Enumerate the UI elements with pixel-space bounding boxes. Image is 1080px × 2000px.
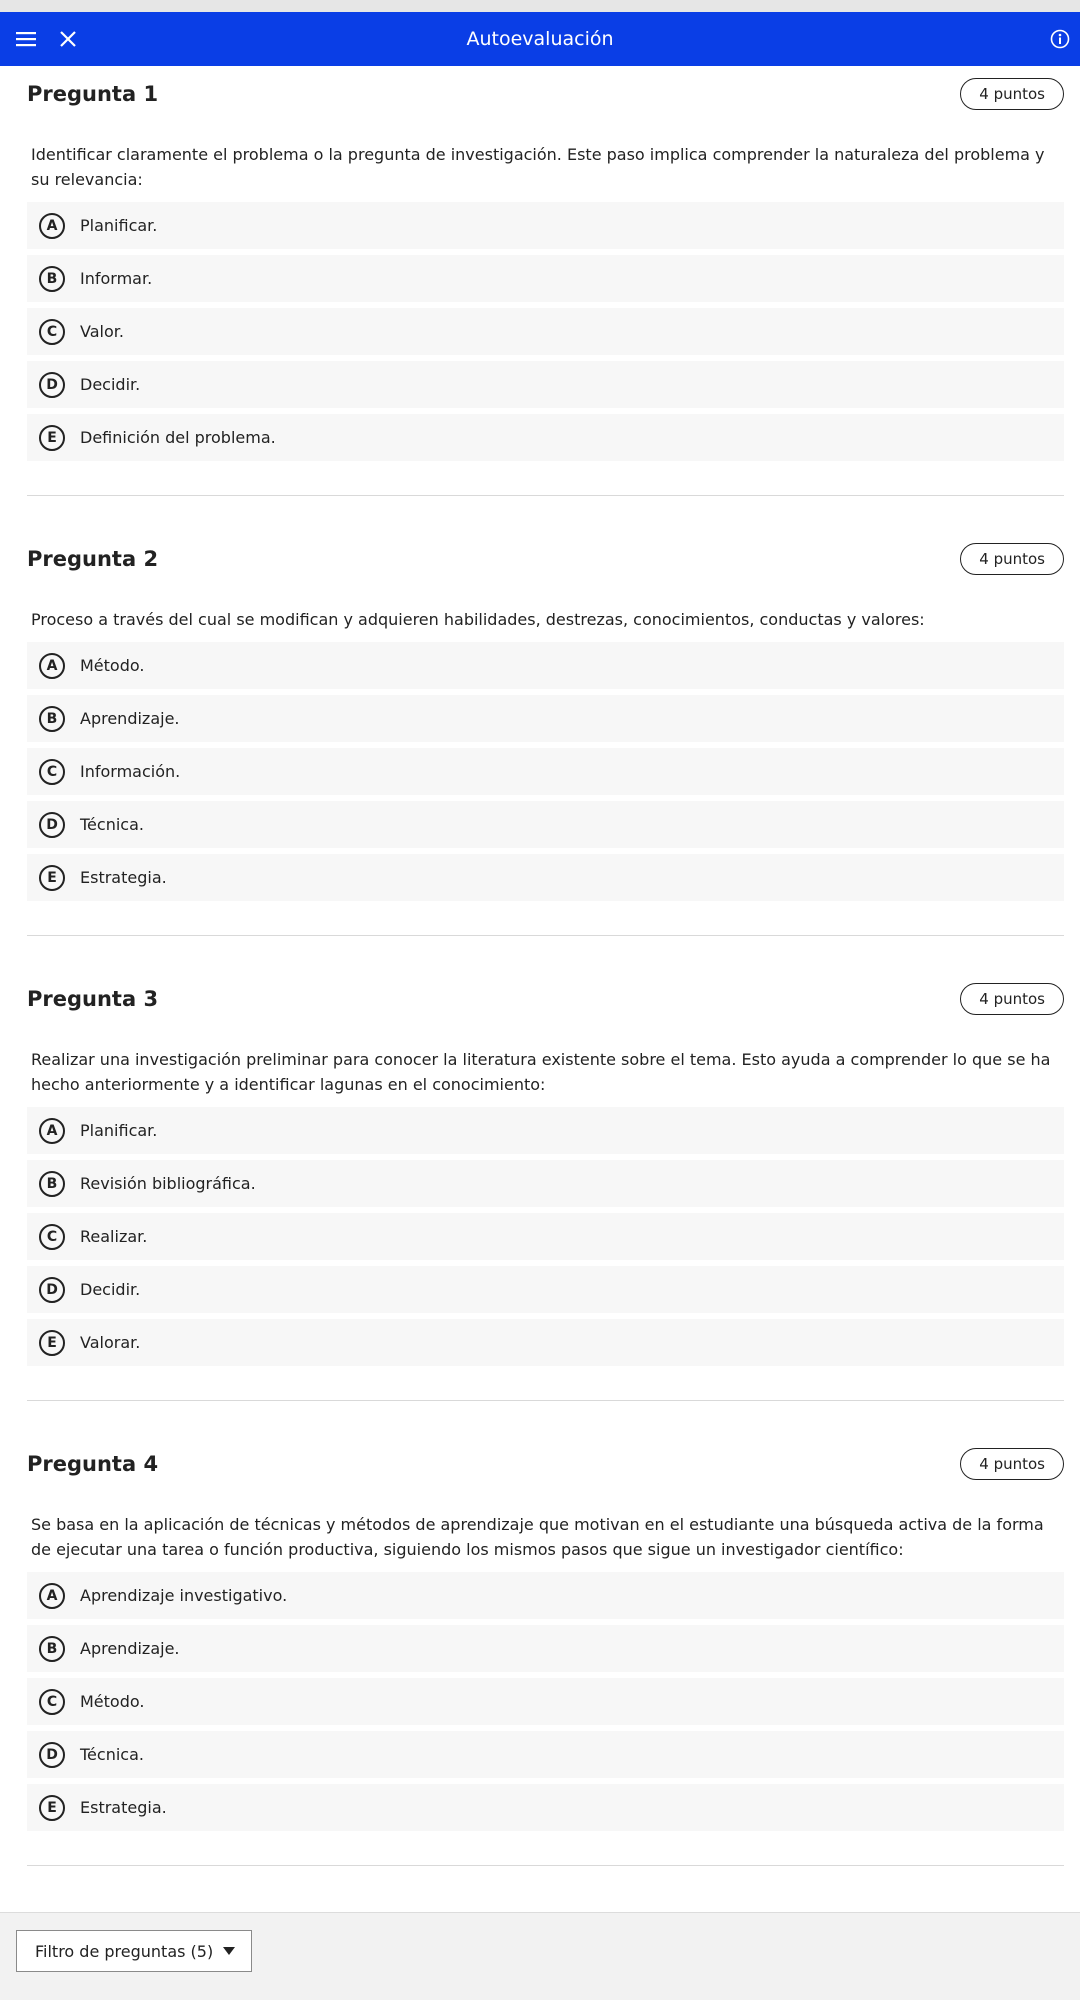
question-divider — [27, 495, 1064, 496]
option-b[interactable] — [27, 1625, 1064, 1672]
question-title: Pregunta 2 — [27, 547, 159, 571]
option-letter-badge: E — [39, 425, 65, 451]
info-button[interactable] — [1040, 12, 1080, 66]
option-label: Realizar. — [80, 1227, 148, 1246]
footer-bar — [0, 1912, 1080, 2000]
option-label: Estrategia. — [80, 868, 167, 887]
option-label: Estrategia. — [80, 1798, 167, 1817]
option-letter-badge: C — [39, 759, 65, 785]
option-label: Método. — [80, 656, 145, 675]
option-letter-badge: B — [39, 1636, 65, 1662]
page-title: Autoevaluación — [466, 28, 614, 50]
option-a[interactable] — [27, 1572, 1064, 1619]
question-divider — [27, 1400, 1064, 1401]
option-c[interactable] — [27, 1213, 1064, 1260]
option-label: Técnica. — [80, 1745, 144, 1764]
option-e[interactable] — [27, 1319, 1064, 1366]
option-label: Planificar. — [80, 216, 158, 235]
option-label: Valorar. — [80, 1333, 141, 1352]
question-divider — [27, 935, 1064, 936]
option-letter-badge: A — [39, 1583, 65, 1609]
option-letter-badge: A — [39, 1118, 65, 1144]
option-d[interactable] — [27, 1731, 1064, 1778]
option-label: Técnica. — [80, 815, 144, 834]
points-badge: 4 puntos — [960, 543, 1064, 575]
questions-list — [27, 66, 1064, 1872]
question-text: Realizar una investigación preliminar para conocer la literatura existente sobre el tema. Esto ayuda a comprender lo que se ha hecho anteriormente y a identificar lagunas en el conocimiento: — [31, 1050, 1051, 1094]
option-letter-badge: B — [39, 1171, 65, 1197]
question-filter-dropdown[interactable] — [16, 1930, 252, 1972]
option-letter-badge: C — [39, 1689, 65, 1715]
question-text: Se basa en la aplicación de técnicas y métodos de aprendizaje que motivan en el estudiante una búsqueda activa de la forma de ejecutar una tarea o función productiva, siguiendo los mismos pasos que sigue un investigador científico: — [31, 1515, 1044, 1559]
option-letter-badge: D — [39, 812, 65, 838]
option-e[interactable] — [27, 1784, 1064, 1831]
points-badge: 4 puntos — [960, 983, 1064, 1015]
option-label: Aprendizaje. — [80, 709, 180, 728]
option-letter-badge: D — [39, 1277, 65, 1303]
option-letter-badge: C — [39, 319, 65, 345]
question-title: Pregunta 1 — [27, 82, 159, 106]
caret-down-icon — [223, 1947, 235, 1955]
option-c[interactable] — [27, 748, 1064, 795]
option-e[interactable] — [27, 414, 1064, 461]
option-label: Información. — [80, 762, 181, 781]
option-label: Informar. — [80, 269, 153, 288]
option-letter-badge: D — [39, 372, 65, 398]
option-label: Revisión bibliográfica. — [80, 1174, 256, 1193]
question-title: Pregunta 3 — [27, 987, 159, 1011]
option-label: Planificar. — [80, 1121, 158, 1140]
option-letter-badge: C — [39, 1224, 65, 1250]
option-label: Decidir. — [80, 375, 141, 394]
question-title: Pregunta 4 — [27, 1452, 159, 1476]
option-letter-badge: A — [39, 653, 65, 679]
question-4 — [27, 1442, 1064, 1866]
option-a[interactable] — [27, 202, 1064, 249]
question-text: Proceso a través del cual se modifican y adquieren habilidades, destrezas, conocimientos, conductas y valores: — [31, 610, 925, 629]
option-c[interactable] — [27, 1678, 1064, 1725]
option-letter-badge: E — [39, 865, 65, 891]
option-a[interactable] — [27, 642, 1064, 689]
option-d[interactable] — [27, 1266, 1064, 1313]
option-letter-badge: E — [39, 1330, 65, 1356]
option-e[interactable] — [27, 854, 1064, 901]
option-a[interactable] — [27, 1107, 1064, 1154]
points-badge: 4 puntos — [960, 1448, 1064, 1480]
question-3 — [27, 977, 1064, 1401]
option-letter-badge: B — [39, 706, 65, 732]
option-letter-badge: B — [39, 266, 65, 292]
option-label: Decidir. — [80, 1280, 141, 1299]
question-divider — [27, 1865, 1064, 1866]
option-letter-badge: A — [39, 213, 65, 239]
option-label: Definición del problema. — [80, 428, 276, 447]
question-2 — [27, 537, 1064, 936]
option-letter-badge: E — [39, 1795, 65, 1821]
option-b[interactable] — [27, 1160, 1064, 1207]
status-strip — [0, 0, 1080, 12]
option-label: Valor. — [80, 322, 124, 341]
question-text: Identificar claramente el problema o la pregunta de investigación. Este paso implica comprender la naturaleza del problema y su relevancia: — [31, 145, 1045, 189]
question-1 — [27, 72, 1064, 496]
info-icon — [1050, 29, 1070, 49]
app-header — [0, 12, 1080, 66]
option-label: Aprendizaje. — [80, 1639, 180, 1658]
option-d[interactable] — [27, 361, 1064, 408]
option-c[interactable] — [27, 308, 1064, 355]
points-badge: 4 puntos — [960, 78, 1064, 110]
option-label: Aprendizaje investigativo. — [80, 1586, 288, 1605]
option-b[interactable] — [27, 255, 1064, 302]
option-label: Método. — [80, 1692, 145, 1711]
question-filter-label: Filtro de preguntas (5) — [35, 1941, 214, 1961]
option-letter-badge: D — [39, 1742, 65, 1768]
option-b[interactable] — [27, 695, 1064, 742]
option-d[interactable] — [27, 801, 1064, 848]
